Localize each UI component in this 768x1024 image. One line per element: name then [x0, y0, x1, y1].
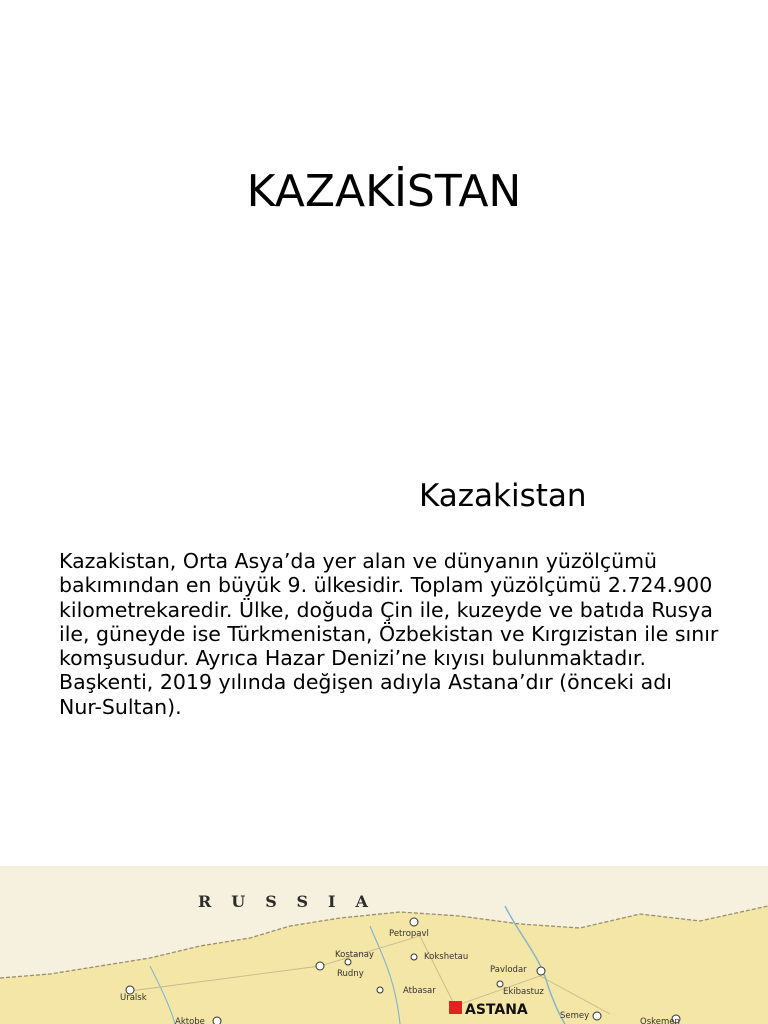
city-marker	[377, 987, 383, 993]
city-marker	[593, 1012, 601, 1020]
city-marker	[316, 962, 324, 970]
slide-subtitle: Kazakistan	[419, 478, 587, 514]
city-label-pavlodar: Pavlodar	[490, 965, 527, 975]
city-marker	[213, 1017, 221, 1024]
map-graphic	[0, 866, 768, 1024]
city-marker	[537, 967, 545, 975]
city-label-petropavl: Petropavl	[389, 929, 429, 939]
slide-body-text: Kazakistan, Orta Asya’da yer alan ve dünyanın yüzölçümü bakımından en büyük 9. ülkesidir. Toplam yüzölçümü 2.724.900 kilometrekaredir. Ülke, doğuda Çin ile, kuzeyde ve batıda Rusya ile, güneyde ise Türkmenistan, Özbekistan ve Kırgızistan ile sınır komşusudur. Ayrıca Hazar Denizi’ne kıyısı bulunmaktadır. Başkenti, 2019 yılında değişen adıyla Astana’dır (önceki adı Nur-Sultan).	[59, 549, 719, 719]
slide-title: KAZAKİSTAN	[246, 166, 522, 217]
city-label-atbasar: Atbasar	[403, 986, 436, 996]
kazakhstan-map	[0, 866, 768, 1024]
city-label-oskemen: Oskemen	[640, 1017, 680, 1024]
capital-label: ASTANA	[465, 1002, 528, 1018]
city-marker	[410, 918, 418, 926]
capital-marker-icon	[449, 1001, 462, 1014]
city-marker	[411, 954, 417, 960]
city-label-aktobe: Aktobe	[175, 1017, 205, 1024]
city-label-rudny: Rudny	[337, 969, 364, 979]
city-label-uralsk: Uralsk	[120, 993, 147, 1003]
city-label-kokshetau: Kokshetau	[424, 952, 469, 962]
city-label-kostanay: Kostanay	[335, 950, 374, 960]
map-country-label: RUSSIA	[198, 892, 388, 911]
city-label-ekibastuz: Ekibastuz	[503, 987, 544, 997]
city-label-semey: Semey	[560, 1011, 590, 1021]
